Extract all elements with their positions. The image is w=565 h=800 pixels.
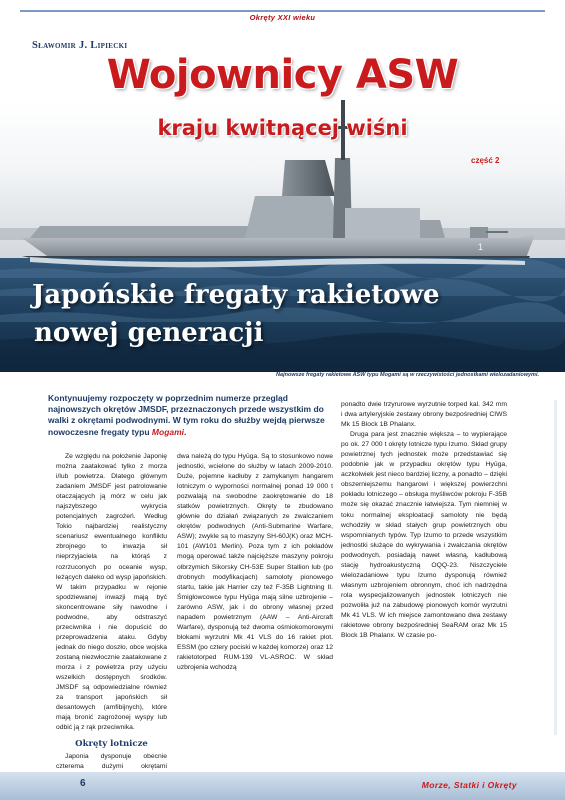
- page-number: 6: [80, 778, 86, 789]
- author-name: Sławomir J. Lipiecki: [32, 40, 128, 51]
- subtitle-line1: Japońskie fregaty rakietowe: [32, 280, 440, 310]
- lead-text: Kontynuujemy rozpoczęty w poprzednim numerze przegląd najnowszych okrętów JMSDF, przeznaczonych przede wszystkim do walki z okrętami podwodnymi. W tym roku do służby wejdą pierwsze nowoczesne fregaty typu: [48, 393, 325, 437]
- part-label: część 2: [471, 156, 500, 165]
- lead-italic: Mogami: [151, 426, 185, 437]
- page-footer: [0, 772, 565, 800]
- article-subtitle: [32, 276, 440, 352]
- text-column-1: [56, 452, 167, 783]
- header-rule: [20, 10, 545, 12]
- paragraph: Ze względu na położenie Japonię można zaatakować tylko z morza i/lub powietrza. Dlatego głównym zadaniem JMSDF jest patrolowanie otaczających ją mórz w celu jak najszybszego wykrycia potencjalnych zagrożeń. Według Tokio najbardziej realistyczny scenariusz ewentualnego konfliktu zbrojnego to inwazja sił nieprzyjaciela na którąś z rozrzuconych po oceanie wysp, leżących daleko od wysp japońskich. W takim przypadku w rejonie spodziewanej inwazji mają być skoncentrowane siły nawodne i podwodne, aby odstraszyć przeciwnika i nie dopuścić do przeprowadzenia ataku. Gdyby jednak do niego doszło, obce wojska zostaną niezwłocznie zaatakowane z morza i z powietrza przy użyciu wszelkich dostępnych środków. JMSDF są odpowiedzialne również za transport japońskich sił desantowych (amfibijnych), które mają bronić zagrożonej wyspy lub odbić ją z rąk przeciwnika.: [56, 453, 167, 732]
- lead-end: .: [184, 426, 187, 437]
- paragraph: Japonia dysponuje obecnie czterema dużymi okrętami: [56, 753, 167, 771]
- margin-strip: [554, 400, 557, 735]
- subtitle-line2: nowej generacji: [34, 318, 264, 348]
- section-kicker: Okręty XXI wieku: [249, 13, 316, 22]
- paragraph: Druga para jest znacznie większa – to wypierające po ok. 27 000 t okręty lotnicze typu Izumo. Skład grupy powietrznej tych jednostek może przedstawiać się podobnie jak w przypadku okrętów typu Hyūga, aczkolwiek jest nieco bardziej liczny, a ponadto – dzięki obszerniejszemu hangarowi i większej powierzchni pokładu lotniczego – obsługa myśliwców pokroju F-35B może się okazać znacznie łatwiejsza. Tym niemniej w toku normalnej eksploatacji samoloty nie będą wchodziły w skład stałych grup powietrznych obu wspomnianych typów. Typ Izumo to przede wszystkim jednostki służące do wykrywania i zwalczania okrętów podwodnych, posiadają nawet własną, kadłubową stację hydroakustyczną OQQ-23. Niszczyciele wielozadaniowe typu Izumo dysponują również własnym uzbrojeniem obronnym, choć ich nadrzędna rola wyspecjalizowanych jednostek lotniczych nie pozwoliła już na zabudowę pionowych komór wyrzutni Mk 41 VLS. W ich miejsce zamontowano dwa zestawy rakietowe obrony bezpośredniej SeaRAM oraz Mk 15 Block 1B Phalanx. W czasie po-: [341, 431, 507, 640]
- main-title: Wojownicy ASW: [106, 52, 459, 98]
- text-column-3: [341, 400, 507, 641]
- paragraph: dwa należą do typu Hyūga. Są to stosunkowo nowe jednostki, wcielone do służby w latach 2009-2010. Duże, pojemne kadłuby z zamykanym hangarem lotniczym o wyporności normalnej ponad 19 000 t pozwalają na swobodne zaokrętowanie do 18 statków powietrznych. Okręty te zbudowano głównie do działań związanych ze zwalczaniem okrętów podwodnych (Anti-Submarine Warfare, ASW); zwykle są to maszyny SH-60J(K) oraz MCH-101 (AW101 Merlin). Poza tym z ich pokładów mogą operować także najcięższe maszyny pokroju olbrzymich Sikorsky CH-53E Super Stallion lub (po drobnych modyfikacjach) samoloty pionowego startu, takie jak Harrier czy też F-35B Lightning II. Śmigłowcowce typu Hyūga mają silne uzbrojenie – zarówno ASW, jak i do obrony własnej przed napadem powietrznym (AAW – Anti-Aircraft Warfare), dysponują też dwoma ośmiokomorowymi blokami wyrzutni Mk 41 VLS do 16 rakiet plot. ESSM (po cztery pociski w każdej komorze) oraz 12 rakietotorped RUM-139 VL-ASROC. W skład uzbrojenia wchodzą: [177, 453, 333, 671]
- photo-caption: Najnowsze fregaty rakietowe ASW typu Mogami są w rzeczywistości jednostkami wielozadaniowymi.: [276, 372, 539, 378]
- main-title-line2: kraju kwitnącej wiśni: [157, 116, 408, 140]
- section-heading: Okręty lotnicze: [75, 739, 148, 750]
- text-column-2: [177, 452, 333, 673]
- magazine-name: Morze, Statki i Okręty: [421, 780, 517, 790]
- svg-text:1: 1: [478, 242, 484, 252]
- paragraph: ponadto dwie trzyrurowe wyrzutnie torped kal. 342 mm i dwa artyleryjskie zestawy obrony bezpośredniej CIWS Mk 15 Block 1B Phalanx.: [341, 401, 507, 429]
- lead-paragraph: [48, 393, 332, 438]
